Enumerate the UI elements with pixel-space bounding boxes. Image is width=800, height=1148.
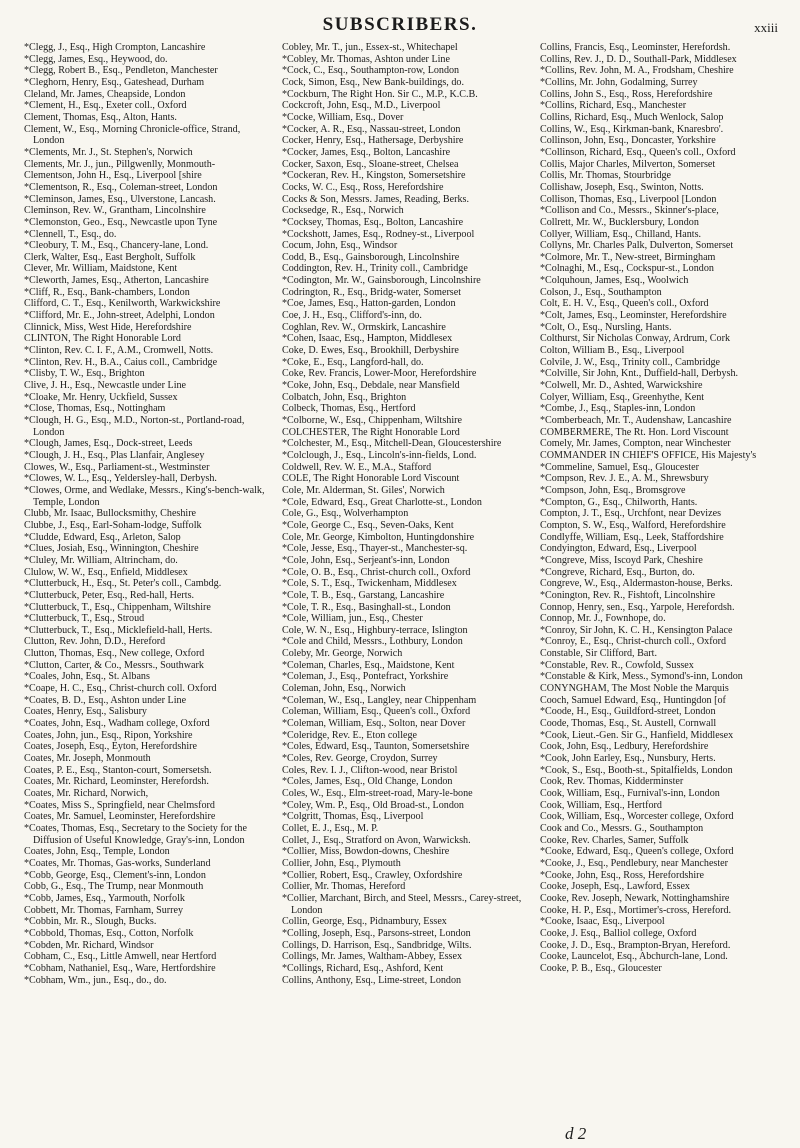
subscriber-entry: Collin, George, Esq., Pidnambury, Essex [282, 916, 447, 928]
subscriber-entry: Cocum, John, Esq., Windsor [282, 240, 398, 252]
subscriber-entry: *Cole, George C., Esq., Seven-Oaks, Kent [282, 519, 454, 531]
subscriber-entry: *Cloake, Mr. Henry, Uckfield, Sussex [24, 391, 178, 403]
subscriber-entry: *Collins, Mr. John, Godalming, Surrey [540, 76, 698, 88]
subscriber-entry: Cooke, P. B., Esq., Gloucester [540, 962, 662, 974]
subscriber-entry: *Coleridge, Rev. E., Eton college [282, 729, 418, 741]
subscriber-entry: Clifford, C. T., Esq., Kenilworth, Warkwickshire [24, 298, 221, 310]
subscriber-entry: *Clinton, Rev. H., B.A., Caius coll., Cambridge [24, 356, 218, 368]
subscriber-entry: Cole, Mr. George, Kimbolton, Huntingdonshire [282, 531, 475, 543]
subscriber-entry: COMMANDER IN CHIEF'S OFFICE, His Majesty's [540, 449, 757, 461]
subscriber-entry: *Congreve, Richard, Esq., Burton, do. [540, 566, 695, 578]
subscriber-entry: CONYNGHAM, The Most Noble the Marquis [540, 683, 729, 695]
subscriber-entry: *Cobb, George, Esq., Clement's-inn, London [24, 869, 206, 881]
subscriber-entry: Cooch, Samuel Edward, Esq., Huntingdon [of [540, 694, 726, 706]
subscriber-entry: Coke, D. Ewes, Esq., Brookhill, Derbyshire [282, 345, 459, 357]
subscriber-entry: Colton, William B., Esq., Liverpool [540, 345, 685, 357]
subscriber-entry: Cole, W. N., Esq., Highbury-terrace, Islington [282, 624, 468, 636]
subscriber-entry: Colson, J., Esq., Southampton [540, 286, 662, 298]
subscriber-entry: *Cole, T. R., Esq., Basinghall-st., London [282, 601, 451, 613]
subscriber-entry: *Colmore, Mr. T., New-street, Birmingham [540, 251, 716, 263]
subscriber-entry: *Colborne, W., Esq., Chippenham, Wiltshire [282, 415, 462, 426]
subscriber-entry: *Cobham, Nathaniel, Esq., Ware, Hertfordshire [24, 962, 216, 974]
subscriber-entry: Cobbett, Mr. Thomas, Farnham, Surrey [24, 904, 184, 916]
subscriber-entry: Collyns, Mr. Charles Palk, Dulverton, Somerset [540, 240, 734, 252]
subscriber-entry: *Clegg, Robert B., Esq., Pendleton, Manchester [24, 65, 218, 77]
subscriber-entry: Clubb, Mr. Isaac, Bullocksmithy, Cheshire [24, 508, 197, 520]
subscriber-entry: Cooke, J. Esq., Balliol college, Oxford [540, 927, 697, 939]
subscriber-entry: *Clues, Josiah, Esq., Winnington, Cheshire [24, 543, 199, 555]
page-header [0, 12, 800, 38]
subscriber-entry: *Coales, John, Esq., St. Albans [24, 671, 150, 683]
subscriber-entry: *Coates, Miss S., Springfield, near Chelmsford [24, 799, 215, 811]
subscriber-entry: *Cole, Edward, Esq., Great Charlotte-st., London [282, 496, 482, 508]
subscriber-entry: Collyer, William, Esq., Chilland, Hants. [540, 228, 702, 240]
subscriber-entry: *Coates, Thomas, Esq., Secretary to the Society for the Diffusion of Useful Knowledge, Gray's-inn, London [24, 822, 247, 846]
subscriber-entry: *Cooke, J., Esq., Pendlebury, near Manchester [540, 857, 728, 869]
subscriber-entry: Coates, Mr. Samuel, Leominster, Herefordshire [24, 811, 216, 823]
subscriber-entry: *Cobham, Wm., jun., Esq., do., do. [24, 974, 167, 986]
subscriber-entry: Cook, John, Esq., Ledbury, Herefordshire [540, 741, 709, 753]
subscriber-entry: *Conington, Rev. R., Fishtoft, Lincolnshire [540, 589, 716, 601]
subscriber-entry: *Cliff, R., Esq., Bank-chambers, London [24, 286, 190, 298]
subscriber-entry: Coates, Mr. Richard, Leominster, Herefordsh. [24, 776, 209, 788]
subscriber-entry: *Cooke, Edward, Esq., Queen's college, Oxford [540, 846, 734, 858]
subscriber-entry: Coleby, Mr. George, Norwich [282, 648, 403, 660]
subscriber-entry: *Coe, James, Esq., Hatton-garden, London [282, 298, 456, 310]
subscriber-entry: Collins, Rev. J., D. D., Southall-Park, Middlesex [540, 53, 737, 65]
subscriber-entry: *Commeline, Samuel, Esq., Gloucester [540, 461, 699, 473]
subscriber-entry: Cocksedge, R., Esq., Norwich [282, 205, 404, 217]
subscriber-entry: Collins, Francis, Esq., Leominster, Herefordsh. [540, 42, 731, 53]
subscriber-entry: Coates, John, jun., Esq., Ripon, Yorkshire [24, 729, 193, 741]
subscriber-entry: *Cockeran, Rev. H., Kingston, Somersetshire [282, 170, 466, 182]
subscriber-entry: Clever, Mr. William, Maidstone, Kent [24, 263, 178, 275]
subscriber-entry: Codd, B., Esq., Gainsborough, Lincolnshire [282, 251, 460, 263]
subscriber-entry: Cobley, Mr. T., jun., Essex-st., Whitechapel [282, 42, 458, 53]
subscriber-entry: Cockcroft, John, Esq., M.D., Liverpool [282, 100, 441, 112]
subscriber-entry: Coke, Rev. Francis, Lower-Moor, Herefordshire [282, 368, 477, 380]
subscriber-entry: Cleland, Mr. James, Cheapside, London [24, 88, 186, 100]
subscriber-entry: COMBERMERE, The Rt. Hon. Lord Viscount [540, 426, 729, 438]
subscriber-entry: *Cobden, Mr. Richard, Windsor [24, 939, 154, 951]
subscriber-entry: *Clisby, T. W., Esq., Brighton [24, 368, 145, 380]
subscriber-entry: *Cook, S., Esq., Booth-st., Spitalfields, London [540, 764, 733, 776]
subscriber-entry: *Constable, Rev. R., Cowfold, Sussex [540, 659, 694, 671]
subscriber-entry: Collins, W., Esq., Kirkman-bank, Knaresbro'. [540, 123, 724, 135]
subscriber-entry: Comely, Mr. James, Compton, near Winchester [540, 438, 731, 450]
subscriber-entry: Cocks, W. C., Esq., Ross, Herefordshire [282, 181, 444, 193]
subscriber-entry: *Cobb, James, Esq., Yarmouth, Norfolk [24, 892, 185, 904]
subscriber-entry: Collis, Mr. Thomas, Stourbridge [540, 170, 672, 182]
subscriber-entry: Collrett, Mr. W., Bucklersbury, London [540, 216, 699, 228]
subscriber-entry: *Cleobury, T. M., Esq., Chancery-lane, Lond. [24, 240, 209, 252]
subscriber-entry: *Clementson, R., Esq., Coleman-street, London [24, 181, 218, 193]
subscriber-entry: Cooke, H. P., Esq., Mortimer's-cross, Hereford. [540, 904, 732, 916]
subscriber-entry: Clementson, John H., Esq., Liverpool [shire [24, 170, 202, 182]
subscriber-entry: Coates, Joseph, Esq., Eyton, Herefordshire [24, 741, 197, 753]
subscriber-entry: Coates, Henry, Esq., Salisbury [24, 706, 147, 718]
subscriber-entry: *Congreve, Miss, Iscoyd Park, Cheshire [540, 554, 703, 566]
subscriber-entry: Cook, William, Esq., Hertford [540, 799, 662, 811]
subscriber-entry: Collishaw, Joseph, Esq., Swinton, Notts. [540, 181, 704, 193]
subscriber-entry: *Coleman, William, Esq., Solton, near Dover [282, 718, 466, 730]
subscriber-entry: *Coates, B. D., Esq., Ashton under Line [24, 694, 187, 706]
subscriber-entry: *Cooke, John, Esq., Ross, Herefordshire [540, 869, 705, 881]
subscriber-entry: *Coleman, W., Esq., Langley, near Chippenham [282, 694, 477, 706]
subscriber-entry: *Coley, Wm. P., Esq., Old Broad-st., London [282, 799, 464, 811]
subscriber-entry: *Colgritt, Thomas, Esq., Liverpool [282, 811, 424, 823]
subscriber-entry: *Clemonston, Geo., Esq., Newcastle upon Tyne [24, 216, 218, 228]
subscriber-entry: Clowes, W., Esq., Parliament-st., Westminster [24, 461, 210, 473]
subscriber-entry: Congreve, W., Esq., Aldermaston-house, Berks. [540, 578, 733, 590]
subscriber-entry: *Collier, Robert, Esq., Crawley, Oxfordshire [282, 869, 463, 881]
subscriber-entry: *Clough, H. G., Esq., M.D., Norton-st., Portland-road, London [24, 415, 245, 438]
subscriber-entry: *Collins, Rev. John, M. A., Frodsham, Cheshire [540, 65, 734, 77]
subscriber-entry: Cooke, J. D., Esq., Brampton-Bryan, Hereford. [540, 939, 731, 951]
subscriber-entry: *Coates, John, Esq., Wadham college, Oxford [24, 718, 210, 730]
subscriber-entry: *Coke, John, Esq., Debdale, near Mansfield [282, 380, 460, 392]
subscriber-entry: *Clinton, Rev. C. I. F., A.M., Cromwell, Notts. [24, 345, 214, 357]
subscriber-entry: *Cockshott, James, Esq., Rodney-st., Liverpool [282, 228, 475, 240]
subscriber-entry: Colt, E. H. V., Esq., Queen's coll., Oxford [540, 298, 709, 310]
subscriber-entry: *Cohen, Isaac, Esq., Hampton, Middlesex [282, 333, 453, 345]
subscriber-entry: *Conroy, Sir John, K. C. H., Kensington Palace [540, 624, 733, 636]
subscriber-entry: *Cobbold, Thomas, Esq., Cotton, Norfolk [24, 927, 194, 939]
subscriber-entry: Collis, Major Charles, Milverton, Somerset [540, 158, 716, 170]
subscriber-entry: Compton, J. T., Esq., Urchfont, near Devizes [540, 508, 721, 520]
subscriber-entry: *Coape, H. C., Esq., Christ-church coll. Oxford [24, 683, 217, 695]
subscriber-entry: *Clowes, Orme, and Wedlake, Messrs., King's-bench-walk, Temple, London [24, 484, 265, 508]
subscriber-entry: *Cocke, William, Esq., Dover [282, 111, 404, 123]
subscriber-entry: Clutton, Thomas, Esq., New college, Oxford [24, 648, 205, 660]
subscriber-entry: *Colling, Joseph, Esq., Parsons-street, London [282, 927, 471, 939]
subscriber-entry: *Constable & Kirk, Mess., Symond's-inn, London [540, 671, 743, 683]
subscriber-entry: *Clough, James, Esq., Dock-street, Leeds [24, 438, 193, 450]
subscriber-entry: *Cockburn, The Right Hon. Sir C., M.P., K.C.B. [282, 88, 478, 100]
subscriber-entry: *Clowes, W. L., Esq., Yeldersley-hall, Derbysh. [24, 473, 217, 485]
subscriber-entry: Clubbe, J., Esq., Earl-Soham-lodge, Suffolk [24, 519, 202, 531]
subscriber-column-middle [282, 42, 532, 986]
subscriber-entry: Colbeck, Thomas, Esq., Hertford [282, 403, 416, 415]
subscriber-entry: *Cocker, James, Esq., Bolton, Lancashire [282, 146, 451, 158]
subscriber-entry: *Compson, John, Esq., Bromsgrove [540, 484, 686, 496]
subscriber-entry: Cleminson, Rev. W., Grantham, Lincolnshire [24, 205, 206, 217]
subscriber-entry: *Comberbeach, Mr. T., Audenshaw, Lancashire [540, 415, 732, 426]
subscriber-entry: *Collison and Co., Messrs., Skinner's-place, [540, 205, 719, 217]
subscriber-entry: Cooke, Joseph, Esq., Lawford, Essex [540, 881, 690, 893]
subscriber-entry: Coles, Rev. I. J., Clifton-wood, near Bristol [282, 764, 458, 776]
subscriber-entry: *Close, Thomas, Esq., Nottingham [24, 403, 166, 415]
subscriber-entry: Coates, John, Esq., Temple, London [24, 846, 170, 858]
subscriber-entry: Colbatch, John, Esq., Brighton [282, 391, 407, 403]
subscriber-entry: Cooke, Launcelot, Esq., Abchurch-lane, Lond. [540, 951, 728, 963]
subscriber-entry: *Coles, Edward, Esq., Taunton, Somersetshire [282, 741, 470, 753]
subscriber-entry: *Cleminson, James, Esq., Ulverstone, Lancash. [24, 193, 216, 205]
subscriber-entry: *Colquhoun, James, Esq., Woolwich [540, 275, 689, 287]
subscriber-entry: CLINTON, The Right Honorable Lord [24, 333, 181, 345]
subscriber-entry: Coles, W., Esq., Elm-street-road, Mary-le-bone [282, 788, 473, 799]
subscriber-entry: *Colt, James, Esq., Leominster, Herefordshire [540, 310, 727, 322]
subscriber-column-left [24, 42, 274, 986]
subscriber-entry: *Compson, Rev. J. E., A. M., Shrewsbury [540, 473, 709, 485]
subscriber-entry: Cocks & Son, Messrs. James, Reading, Berks. [282, 193, 470, 205]
subscriber-entry: *Clement, H., Esq., Exeter coll., Oxford [24, 100, 187, 112]
subscriber-entry: *Cook, Lieut.-Gen. Sir G., Hanfield, Middlesex [540, 729, 734, 741]
subscriber-entry: Cocker, Saxon, Esq., Sloane-street, Chelsea [282, 158, 459, 170]
subscriber-entry: Collins, Richard, Esq., Much Wenlock, Salop [540, 111, 724, 123]
subscriber-entry: Coates, Mr. Joseph, Monmouth [24, 753, 151, 765]
subscriber-entry: Clulow, W. W., Esq., Enfield, Middlesex [24, 566, 188, 578]
subscriber-entry: Connop, Henry, sen., Esq., Yarpole, Herefordsh. [540, 601, 735, 613]
subscriber-entry: *Collier, Miss, Bowdon-downs, Cheshire [282, 846, 450, 858]
page-title: SUBSCRIBERS. [322, 14, 478, 35]
subscriber-entry: Collins, Anthony, Esq., Lime-street, London [282, 974, 462, 986]
subscriber-entry: *Collier, Marchant, Birch, and Steel, Messrs., Carey-street, London [282, 892, 522, 916]
subscriber-entry: Constable, Sir Clifford, Bart. [540, 648, 658, 660]
subscriber-entry: *Cleghorn, Henry, Esq., Gateshead, Durham [24, 76, 205, 88]
subscriber-entry: Coode, Thomas, Esq., St. Austell, Cornwall [540, 718, 717, 730]
subscriber-entry: Cook, William, Esq., Worcester college, Oxford [540, 811, 734, 823]
subscriber-entry: Coddington, Rev. H., Trinity coll., Cambridge [282, 263, 468, 275]
subscriber-entry: Condlyffe, William, Esq., Leek, Staffordshire [540, 531, 724, 543]
subscriber-entry: Coe, J. H., Esq., Clifford's-inn, do. [282, 310, 422, 322]
subscriber-entry: Clements, Mr. J., jun., Pillgwenlly, Monmouth- [24, 158, 216, 170]
subscriber-entry: Clutton, Rev. John, D.D., Hereford [24, 636, 166, 648]
subscriber-entry: Colyer, William, Esq., Greenhythe, Kent [540, 391, 705, 403]
subscriber-entry: *Clegg, James, Esq., Heywood, do. [24, 53, 168, 65]
page-number: xxiii [754, 20, 778, 35]
subscriber-entry: *Cole, O. B., Esq., Christ-church coll., Oxford [282, 566, 471, 578]
subscriber-entry: *Clutton, Carter, & Co., Messrs., Southwark [24, 659, 204, 671]
subscriber-entry: Cole, Mr. Alderman, St. Giles', Norwich [282, 484, 445, 496]
subscriber-entry: *Colwell, Mr. D., Ashted, Warwickshire [540, 380, 703, 392]
subscriber-entry: *Clutterbuck, T., Esq., Chippenham, Wiltshire [24, 601, 211, 613]
subscriber-entry: Collet, J., Esq., Stratford on Avon, Warwicksh. [282, 834, 471, 846]
subscriber-entry: *Colclough, J., Esq., Lincoln's-inn-fields, Lond. [282, 449, 477, 461]
subscriber-entry: Cobham, C., Esq., Little Amwell, near Hertford [24, 951, 217, 963]
subscriber-entry: *Collins, Richard, Esq., Manchester [540, 100, 687, 112]
subscriber-entry: *Cock, C., Esq., Southampton-row, London [282, 65, 460, 77]
subscriber-entry: Colthurst, Sir Nicholas Conway, Ardrum, Cork [540, 333, 730, 345]
subscriber-entry: Collier, John, Esq., Plymouth [282, 857, 401, 869]
subscriber-entry: *Colchester, M., Esq., Mitchell-Dean, Gloucestershire [282, 438, 502, 450]
subscriber-entry: Collier, Mr. Thomas, Hereford [282, 881, 406, 893]
subscriber-entry: Collet, E. J., Esq., M. P. [282, 822, 379, 834]
subscriber-entry: Cooke, Rev. Charles, Samer, Suffolk [540, 834, 689, 846]
subscriber-entry: Coates, P. E., Esq., Stanton-court, Somersetsh. [24, 764, 212, 776]
subscriber-entry: *Cole, John, Esq., Serjeant's-inn, London [282, 554, 450, 566]
subscriber-entry: *Clifford, Mr. E., John-street, Adelphi, London [24, 310, 215, 322]
subscriber-entry: *Cole and Child, Messrs., Lothbury, London [282, 636, 463, 648]
subscriber-entry: Colvile, J. W., Esq., Trinity coll., Cambridge [540, 356, 721, 368]
subscriber-entry: Coates, Mr. Richard, Norwich, [24, 788, 149, 799]
subscriber-entry: *Compton, G., Esq., Chilworth, Hants. [540, 496, 698, 508]
subscriber-entry: Cook, William, Esq., Furnival's-inn, London [540, 788, 720, 799]
subscriber-entry: Condyington, Edward, Esq., Liverpool [540, 543, 697, 555]
subscriber-entry: *Cole, William, jun., Esq., Chester [282, 613, 423, 625]
subscriber-entry: *Cooke, Isaac, Esq., Liverpool [540, 916, 665, 928]
subscriber-entry: Clement, W., Esq., Morning Chronicle-office, Strand, London [24, 123, 241, 147]
subscriber-entry: *Coke, E., Esq., Langford-hall, do. [282, 356, 424, 368]
subscriber-entry: *Cocker, A. R., Esq., Nassau-street, London [282, 123, 461, 135]
subscriber-column-right [540, 42, 790, 986]
subscriber-entry: *Cole, S. T., Esq., Twickenham, Middlesex [282, 578, 457, 590]
subscriber-entry: COLCHESTER, The Right Honorable Lord [282, 426, 460, 438]
subscriber-entry: Coleman, John, Esq., Norwich [282, 683, 406, 695]
subscriber-entry: *Cole, Jesse, Esq., Thayer-st., Manchester-sq. [282, 543, 468, 555]
subscriber-entry: Cooke, Rev. Joseph, Newark, Nottinghamshire [540, 892, 730, 904]
subscriber-entry: Cobb, G., Esq., The Trump, near Monmouth [24, 881, 204, 893]
subscriber-entry: Cole, G., Esq., Wolverhampton [282, 508, 409, 520]
subscriber-entry: COLE, The Right Honorable Lord Viscount [282, 473, 460, 485]
subscriber-entry: *Clutterbuck, T., Esq., Micklefield-hall, Herts. [24, 624, 213, 636]
subscriber-entry: *Clutterbuck, Peter, Esq., Red-hall, Herts. [24, 589, 195, 601]
subscriber-entry: *Cook, John Earley, Esq., Nunsbury, Herts. [540, 753, 716, 765]
subscriber-entry: *Codington, Mr. W., Gainsborough, Lincolnshire [282, 275, 481, 287]
subscriber-entry: *Colville, Sir John, Knt., Duffield-hall, Derbysh. [540, 368, 739, 380]
subscriber-entry: Collison, Thomas, Esq., Liverpool [London [540, 193, 717, 205]
subscriber-entry: Coleman, William, Esq., Queen's coll., Oxford [282, 706, 471, 718]
signature-mark: d 2 [565, 1124, 587, 1143]
subscriber-entry: *Colt, O., Esq., Nursling, Hants. [540, 321, 672, 333]
subscriber-entry: *Clements, Mr. J., St. Stephen's, Norwich [24, 146, 193, 158]
subscriber-entry: Connop, Mr. J., Fownhope, do. [540, 613, 666, 625]
subscriber-entry: *Coode, H., Esq., Guildford-street, London [540, 706, 716, 718]
subscriber-entry: *Clutterbuck, T., Esq., Stroud [24, 613, 145, 625]
subscriber-entry: *Clutterbuck, H., Esq., St. Peter's coll., Cambdg. [24, 578, 222, 590]
subscriber-entry: *Conroy, E., Esq., Christ-church coll., Oxford [540, 636, 727, 648]
subscriber-entry: *Combe, J., Esq., Staples-inn, London [540, 403, 696, 415]
subscriber-entry: *Cocksey, Thomas, Esq., Bolton, Lancashire [282, 216, 464, 228]
subscriber-entry: *Clough, J. H., Esq., Plas Llanfair, Anglesey [24, 449, 205, 461]
subscriber-entry: *Coleman, Charles, Esq., Maidstone, Kent [282, 659, 455, 671]
subscriber-entry: Cook and Co., Messrs. G., Southampton [540, 822, 704, 834]
subscriber-entry: Cook, Rev. Thomas, Kidderminster [540, 776, 684, 788]
subscriber-entry: *Coleman, J., Esq., Pontefract, Yorkshire [282, 671, 449, 683]
subscriber-entry: Cocker, Henry, Esq., Hathersage, Derbyshire [282, 135, 464, 147]
subscriber-entry: *Cleworth, James, Esq., Atherton, Lancashire [24, 275, 209, 287]
subscriber-entry: Codrington, R., Esq., Bridg-water, Somerset [282, 286, 462, 298]
subscriber-entry: *Clegg, J., Esq., High Crompton, Lancashire [24, 42, 206, 53]
subscriber-columns [24, 42, 790, 986]
subscriber-entry: *Cobbin, Mr. R., Slough, Bucks. [24, 916, 157, 928]
subscriber-entry: Collins, John S., Esq., Ross, Herefordshire [540, 88, 713, 100]
subscriber-entry: *Cobley, Mr. Thomas, Ashton under Line [282, 53, 450, 65]
subscriber-entry: *Coles, Rev. George, Croydon, Surrey [282, 753, 438, 765]
subscriber-entry: *Colnaghi, M., Esq., Cockspur-st., London [540, 263, 714, 275]
subscriber-entry: *Clennell, T., Esq., do. [24, 228, 117, 240]
subscriber-entry: Clerk, Walter, Esq., East Bergholt, Suffolk [24, 251, 196, 263]
subscriber-entry: *Coles, James, Esq., Old Change, London [282, 776, 453, 788]
subscriber-entry: *Collings, Richard, Esq., Ashford, Kent [282, 962, 444, 974]
subscriber-entry: *Cole, T. B., Esq., Garstang, Lancashire [282, 589, 445, 601]
subscriber-entry: *Cludde, Edward, Esq., Arleton, Salop [24, 531, 181, 543]
subscriber-entry: Coldwell, Rev. W. E., M.A., Stafford [282, 461, 432, 473]
subscriber-entry: Clinnick, Miss, West Hide, Herefordshire [24, 321, 192, 333]
subscriber-entry: Collings, D. Harrison, Esq., Sandbridge, Wilts. [282, 939, 472, 951]
subscriber-entry: *Collinson, Richard, Esq., Queen's coll., Oxford [540, 146, 736, 158]
subscriber-entry: Collinson, John, Esq., Doncaster, Yorkshire [540, 135, 716, 147]
subscriber-entry: *Coates, Mr. Thomas, Gas-works, Sunderland [24, 857, 211, 869]
subscriber-entry: Clive, J. H., Esq., Newcastle under Line [24, 380, 187, 392]
subscriber-entry: Clement, Thomas, Esq., Alton, Hants. [24, 111, 177, 123]
subscriber-entry: Coghlan, Rev. W., Ormskirk, Lancashire [282, 321, 446, 333]
subscriber-entry: *Cluley, Mr. William, Altrincham, do. [24, 554, 178, 566]
subscriber-entry: Cock, Simon, Esq., New Bank-buildings, do. [282, 76, 464, 88]
subscriber-entry: Collings, Mr. James, Waltham-Abbey, Essex [282, 951, 463, 963]
subscriber-entry: Compton, S. W., Esq., Walford, Herefordshire [540, 519, 726, 531]
